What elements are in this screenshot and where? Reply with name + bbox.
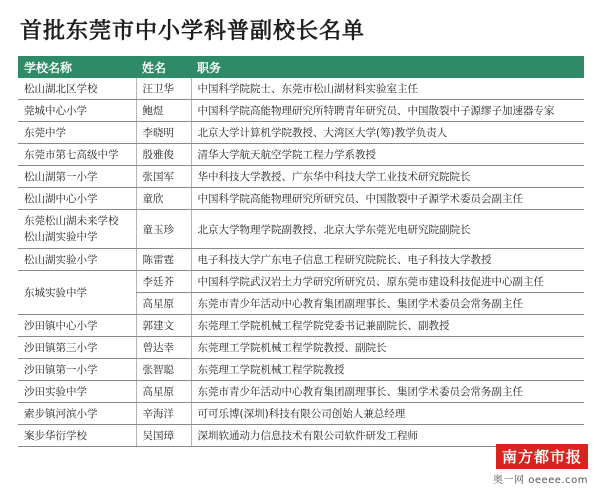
person-name: 张国军: [136, 166, 191, 188]
school-cell: [18, 381, 136, 403]
school-cell: [18, 78, 136, 100]
school-name: 沙田镇第三小学: [24, 341, 98, 354]
school-name: 松山湖实验小学: [24, 253, 98, 266]
table-row: [18, 144, 584, 166]
header-name: 姓名: [136, 56, 191, 78]
school-cell: [18, 166, 136, 188]
person-name: 高星原: [136, 381, 191, 403]
school-cell: [18, 425, 136, 447]
person-name: 辛海洋: [136, 403, 191, 425]
table-row: [18, 166, 584, 188]
table-row: [18, 100, 584, 122]
person-name: 汪卫华: [136, 78, 191, 100]
person-name: 童欣: [136, 188, 191, 210]
table-row: [18, 381, 584, 403]
school-cell: [18, 337, 136, 359]
person-role: 东莞理工学院机械工程学院党委书记兼副院长、副教授: [191, 315, 584, 337]
person-role: 中国科学院院士、东莞市松山湖材料实验室主任: [191, 78, 584, 100]
school-name: 沙田镇中心小学: [24, 319, 98, 332]
page-title: 首批东莞市中小学科普副校长名单: [20, 19, 366, 44]
person-name: 曾达幸: [136, 337, 191, 359]
school-cell: [18, 315, 136, 337]
school-cell: [18, 188, 136, 210]
table-row: [18, 122, 584, 144]
school-cell: [18, 144, 136, 166]
person-role: 中国科学院武汉岩土力学研究所研究员、原东莞市建设科技促进中心副主任: [191, 271, 584, 293]
person-name: 高星原: [136, 293, 191, 315]
person-name: 陈雷霆: [136, 249, 191, 271]
table-row: [18, 337, 584, 359]
person-role: 深圳软通动力信息技术有限公司软件研发工程师: [191, 425, 584, 447]
table-header-row: [18, 56, 584, 78]
school-cell: [18, 403, 136, 425]
table-row: [18, 78, 584, 100]
school-name: 案步华衍学校: [24, 429, 87, 442]
person-name: 殷雅俊: [136, 144, 191, 166]
school-name: 东莞松山湖未来学校: [24, 215, 119, 227]
person-role: 北京大学计算机学院教授、大湾区大学(筹)教学负责人: [191, 122, 584, 144]
school-name: 松山湖实验中学: [24, 231, 98, 243]
school-cell: [18, 122, 136, 144]
table-row: [18, 188, 584, 210]
vice-principal-table: [18, 56, 584, 447]
school-cell: [18, 271, 136, 315]
school-name: 松山湖第一小学: [24, 170, 98, 183]
person-name: 吴国璋: [136, 425, 191, 447]
school-name: 索步镇河滨小学: [24, 407, 98, 420]
table-row: [18, 359, 584, 381]
person-role: 中国科学院高能物理研究所研究员、中国散裂中子源学术委员会副主任: [191, 188, 584, 210]
person-name: 鲍煜: [136, 100, 191, 122]
school-name: 沙田实验中学: [24, 385, 87, 398]
person-role: 东莞市青少年活动中心教育集团副理事长、集团学术委员会常务副主任: [191, 293, 584, 315]
person-name: 郭建文: [136, 315, 191, 337]
school-name: 东莞市第七高级中学: [24, 148, 119, 161]
table-row: [18, 315, 584, 337]
newspaper-watermark: [493, 444, 588, 486]
person-name: 童玉珍: [136, 210, 191, 249]
person-role: 北京大学物理学院副教授、北京大学东莞光电研究院副院长: [191, 210, 584, 249]
person-role: 中国科学院高能物理研究所特聘青年研究员、中国散裂中子源缪子加速器专家: [191, 100, 584, 122]
school-cell: [18, 359, 136, 381]
school-name: 莞城中心小学: [24, 104, 87, 117]
school-cell: [18, 100, 136, 122]
person-role: 华中科技大学教授、广东华中科技大学工业技术研究院院长: [191, 166, 584, 188]
person-role: 清华大学航天航空学院工程力学系教授: [191, 144, 584, 166]
header-role: 职务: [191, 56, 584, 78]
person-role: 东莞市青少年活动中心教育集团副理事长、集团学术委员会常务副主任: [191, 381, 584, 403]
table-body: [18, 78, 584, 447]
header-school: 学校名称: [18, 56, 136, 78]
person-name: 李廷芥: [136, 271, 191, 293]
table-row: [18, 249, 584, 271]
person-name: 张智聪: [136, 359, 191, 381]
school-cell: [18, 249, 136, 271]
school-name: 松山湖北区学校: [24, 82, 98, 95]
newspaper-logo: 南方都市报: [496, 444, 588, 469]
person-role: 可可乐博(深圳)科技有限公司创始人兼总经理: [191, 403, 584, 425]
person-name: 李晓明: [136, 122, 191, 144]
person-role: 东莞理工学院机械工程学院教授: [191, 359, 584, 381]
school-name: 沙田镇第一小学: [24, 363, 98, 376]
school-name: 东莞中学: [24, 126, 66, 139]
school-cell: [18, 210, 136, 249]
website-label: 奥一网 oeeee.com: [493, 475, 588, 486]
person-role: 东莞理工学院机械工程学院教授、副院长: [191, 337, 584, 359]
person-role: 电子科技大学广东电子信息工程研究院院长、电子科技大学教授: [191, 249, 584, 271]
school-name: 东城实验中学: [24, 286, 87, 299]
table-row: [18, 271, 584, 293]
table-row: [18, 403, 584, 425]
school-name: 松山湖中心小学: [24, 192, 98, 205]
table-row: [18, 210, 584, 249]
